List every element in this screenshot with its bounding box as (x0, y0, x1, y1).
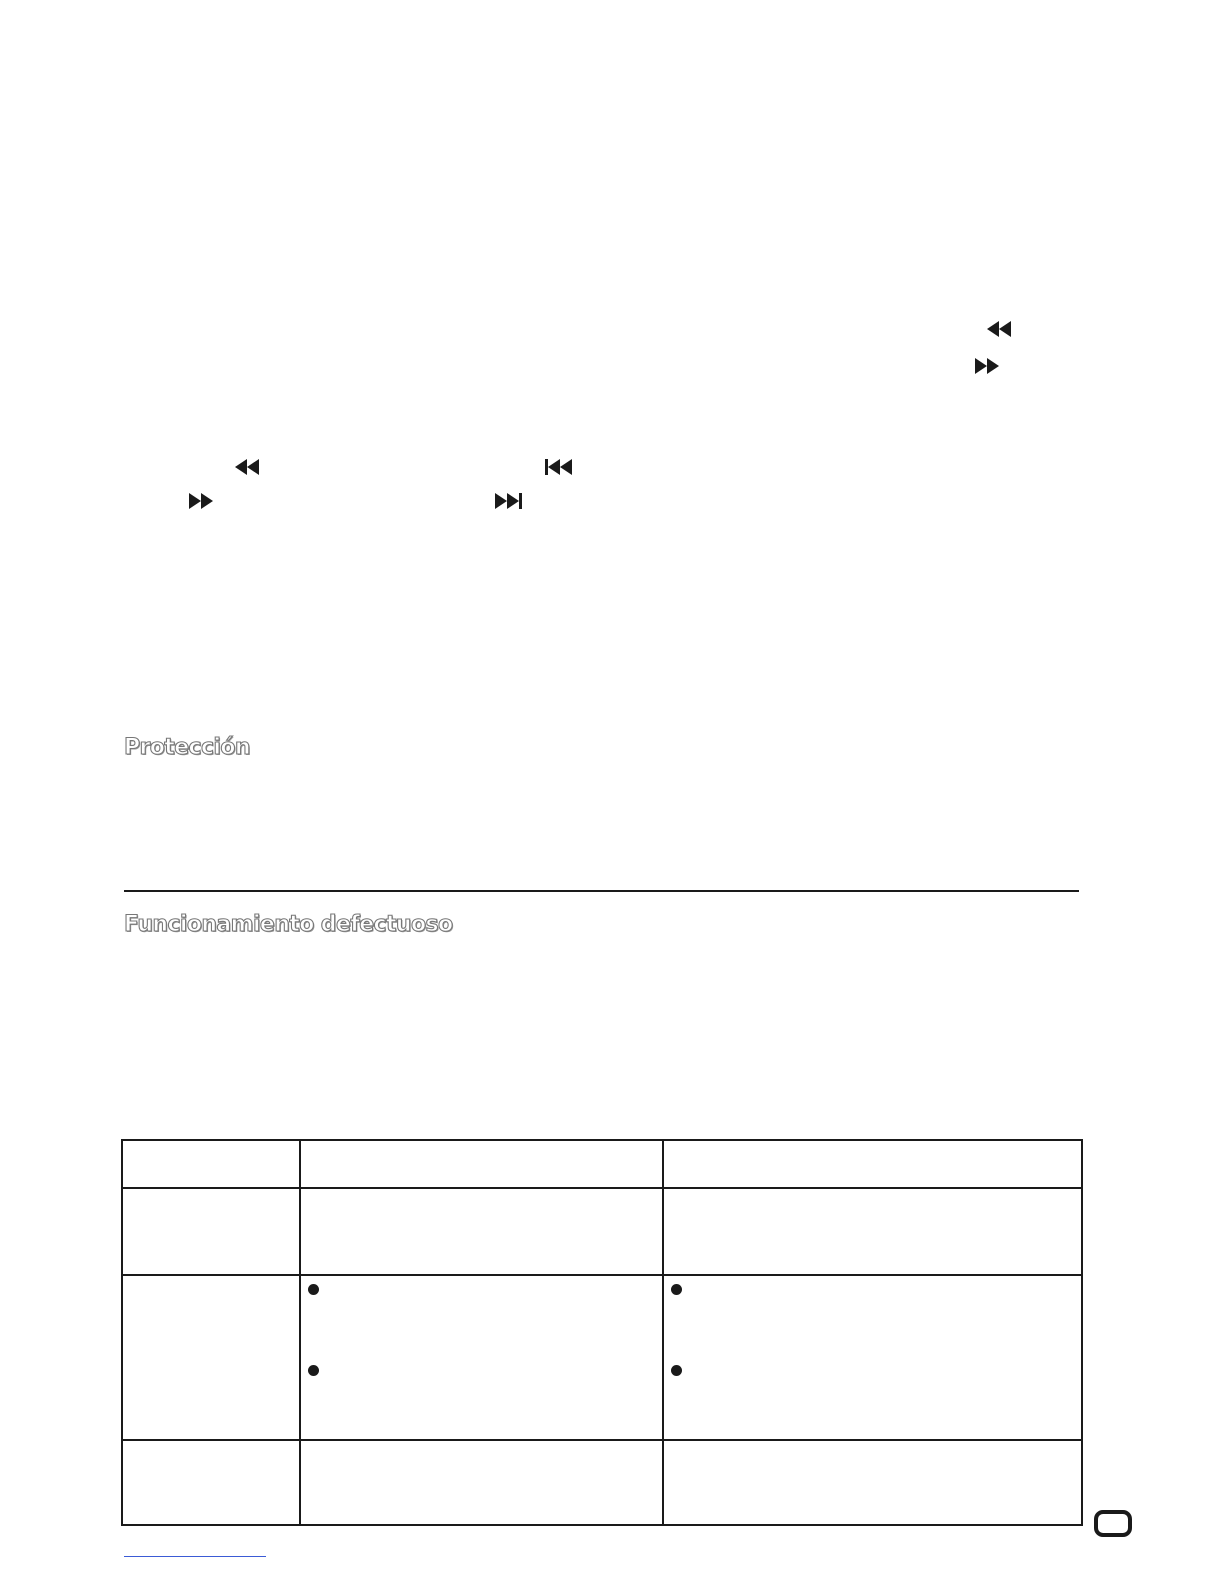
table-cell (122, 1188, 300, 1275)
table-cell (300, 1440, 663, 1525)
bullet-icon (308, 1365, 319, 1376)
bullet-icon (671, 1284, 682, 1295)
header-cell-solution (663, 1140, 1082, 1188)
section-heading-proteccion: Protección (124, 735, 250, 760)
table-cell (663, 1440, 1082, 1525)
fast-forward-icon (188, 493, 214, 509)
section-heading-funcionamiento: Funcionamiento defectuoso (124, 912, 453, 937)
footer-link-underline[interactable] (124, 1556, 266, 1557)
skip-forward-icon (494, 493, 522, 509)
table-cell (122, 1275, 300, 1440)
table-row (122, 1188, 1082, 1275)
table-header-row (122, 1140, 1082, 1188)
table-row (122, 1440, 1082, 1525)
page-tab-marker (1094, 1510, 1132, 1537)
header-cell-problem (122, 1140, 300, 1188)
table-cell (122, 1440, 300, 1525)
troubleshooting-table (121, 1139, 1083, 1526)
table-cell (663, 1188, 1082, 1275)
header-cell-cause (300, 1140, 663, 1188)
bullet-icon (671, 1365, 682, 1376)
skip-back-icon (545, 459, 573, 475)
table-cell (300, 1275, 663, 1440)
table-cell (300, 1188, 663, 1275)
rewind-icon (987, 321, 1013, 337)
table-row (122, 1275, 1082, 1440)
fast-forward-icon (974, 358, 1000, 374)
rewind-icon (235, 459, 261, 475)
table-cell (663, 1275, 1082, 1440)
section-divider (124, 890, 1079, 892)
bullet-icon (308, 1284, 319, 1295)
